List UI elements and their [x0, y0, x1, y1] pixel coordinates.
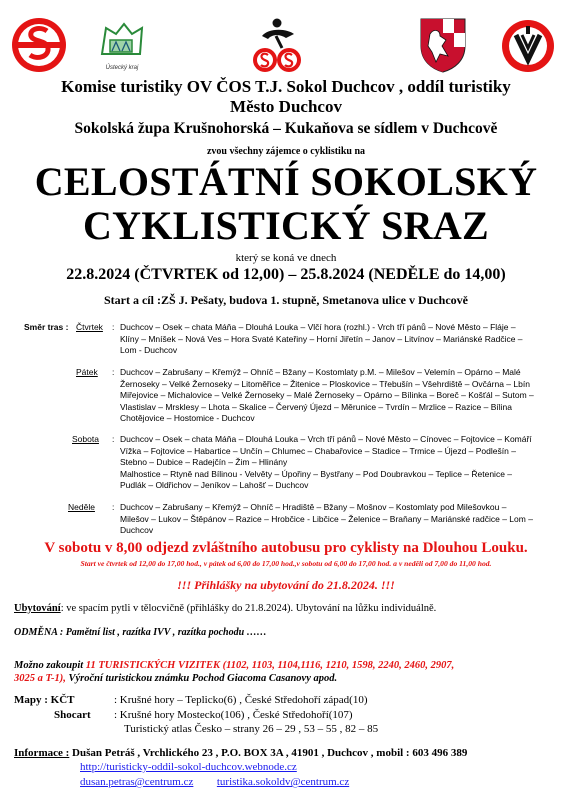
maps-shocart-line — [14, 709, 353, 721]
title-line-1: CELOSTÁTNÍ SOKOLSKÝ — [34, 159, 538, 204]
duchcov-coat-of-arms-icon — [418, 16, 468, 74]
logo-row — [0, 14, 572, 74]
route-day: Pátek — [76, 367, 98, 377]
route-day: Čtvrtek — [76, 322, 103, 332]
route-line: Vížka – Fojtovice – Habartice – Unčín – Chlumec – Chabařovice – Stadice – Trmice – Újezd – Podlešín – — [120, 445, 516, 456]
maps-shocart-label: Shocart — [54, 709, 91, 721]
contact-line — [14, 747, 467, 759]
maps-kct-label: Mapy : KČT — [14, 694, 75, 706]
city-line: Město Duchcov — [230, 97, 342, 116]
route-line: Malhostice – Rtyně nad Bílinou - Velvěty – Úpořiny – Bystřany – Pod Doubravkou – Teplice – Řetenice – — [120, 468, 513, 479]
route-saturday: Sobota : Duchcov – Osek – chata Máňa – Dlouhá Louka – Vrch tří pánů – Nové Město – Cínovec – Fojtovice – Komáří Vížka – Fojtovice – Habartice – Unčín – Chlumec – Chabařovice – Stadice – Trmice – Újezd – Podlešín – Stebno – Dubice – Radejčín – Žim – Hlinány Malhostice – Rtyně nad Bílinou - Velvěty – Úpořiny – Bystřany – Pod Doubravkou – Teplice – Řetenice – Pudlák – Oldřichov – Jeníkov – Lahošť – Duchcov — [72, 434, 532, 491]
route-line: Miřejovice – Michalovice – Velké Žernoseky – Malé Žernoseky – Opárno – Bílinka – Boreč – Košťál – Sutom – — [120, 390, 534, 401]
maps-atlas-line: Turistický atlas Česko – strany 26 – 29 , 53 – 55 , 82 – 85 — [124, 723, 379, 735]
route-thursday: Směr tras : Čtvrtek : Duchcov – Osek – chata Máňa – Dlouhá Louka – Vlčí hora (rozhl.) - Vrch tří pánů – Nové Město – Fláje – Klíny – Mníšek – Nová Ves – Hora Svaté Kateřiny – Horní Jiřetín – Janov – Litvínov – Mariánské Radčice – Lom - Duchcov — [24, 322, 523, 356]
title-line-2: CYKLISTICKÝ SRAZ — [82, 203, 489, 248]
email-link-1[interactable]: dusan.petras@centrum.cz — [80, 776, 194, 788]
ivv-logo-icon — [500, 18, 556, 74]
purchase-rest: Výroční turistickou známku Pochod Giacoma Casanovy apod. — [65, 673, 338, 684]
route-text — [120, 322, 523, 357]
contact-text: Dušan Petráš , Vrchlického 23 , P.O. BOX 3A , 41901 , Duchcov , mobil : 603 496 389 — [69, 747, 468, 759]
route-line: Duchcov – Osek – chata Máňa – Dlouhá Louka – Vlčí hora (rozhl.) - Vrch tří pánů – Nové Město – Fláje – — [120, 322, 516, 332]
organizers-block — [0, 77, 572, 117]
route-line: Klíny – Mníšek – Nová Ves – Hora Svaté Kateřiny – Horní Jiřetín – Janov – Litvínov – Mariánské Radčice – — [120, 333, 523, 344]
route-friday: Pátek : Duchcov – Zabrušany – Křemýž – Ohníč – Bžany – Kostomlaty p.M. – Milešov – Velemín – Opárno – Malé Žernoseky – Velké Žernoseky – Litoměřice – Žitenice – Ploskovice – Třebušín – Všehrdiště – Ovčárna – Lbín Miřejovice – Michalovice – Velké Žernoseky – Malé Žernoseky – Opárno – Bílinka – Boreč – Košťál – Sutom – Vlastislav – Mrsklesy – Lhota – Skalice – Červený Újezd – Měrunice – Tvrdín – Mrzlice – Razice – Bílina Chotějovice – Hostomice - Duchcov — [76, 367, 534, 424]
purchase-block — [14, 659, 559, 685]
website-link[interactable]: http://turisticky-oddil-sokol-duchcov.webnode.cz — [80, 761, 297, 773]
sokol-zupa-line: Sokolská župa Krušnohorská – Kukaňova se sídlem v Duchcově — [74, 120, 498, 137]
route-line: Duchcov — [120, 525, 154, 536]
maps-kct-text: : Krušné hory – Teplicko(6) , České Středohoří západ(10) — [114, 694, 368, 706]
route-line: Pudlák – Oldřichov – Jeníkov – Lahošť – Duchcov — [120, 480, 309, 491]
start-times: Start ve čtvrtek od 12,00 do 17,00 hod., v pátek od 6,00 do 17,00 hod.,v sobotu od 6,00 do 17,00 hod. a v neděli od 7,00 do 11,00 hod. — [80, 559, 492, 568]
route-line: Chotějovice – Hostomice - Duchcov — [120, 413, 255, 424]
maps-shocart-text: : Krušné hory Mostecko(106) , České Středohoří(107) — [114, 709, 353, 721]
event-title — [0, 160, 572, 248]
reward-line — [14, 627, 267, 638]
route-text — [120, 502, 533, 537]
purchase-prefix: Možno zakoupit — [14, 660, 84, 671]
route-line: Duchcov – Osek – chata Máňa – Dlouhá Louka – Vrch tří pánů – Nové Město – Cínovec – Fojtovice – Komáří — [120, 434, 532, 444]
accommodation-label: Ubytování — [14, 603, 61, 614]
sokol-gymnast-logo-icon — [246, 14, 308, 76]
reward-label: ODMĚNA : — [14, 627, 64, 638]
route-line: Milešov – Lukov – Štěpánov – Razice – Hrobčice - Libčice – Želenice – Braňany – Mariánské radčice – Lom – — [120, 513, 533, 524]
bus-headline: V sobotu v 8,00 odjezd zvláštního autobusu pro cyklisty na Dlouhou Louku. — [44, 540, 528, 556]
event-subtitle: který se koná ve dnech — [235, 252, 337, 264]
route-line: Duchcov – Zabrušany – Křemýž – Ohníč – Bžany – Kostomlaty p.M. – Milešov – Velemín – Opárno – Malé — [120, 367, 521, 377]
route-line: Lom - Duchcov — [120, 345, 178, 356]
ustecky-kraj-logo — [96, 20, 148, 72]
maps-kct-line — [14, 694, 368, 706]
route-text — [120, 367, 534, 425]
route-line: Stebno – Dubice – Radejčín – Žim – Hlinány — [120, 457, 288, 468]
event-start: Start a cíl :ZŠ J. Pešaty, budova 1. stupně, Smetanova ulice v Duchcově — [103, 293, 468, 307]
route-line: Žernoseky – Velké Žernoseky – Litoměřice – Žitenice – Ploskovice – Třebušín – Všehrdiště – Ovčárna – Lbín — [120, 378, 530, 389]
route-day: Neděle — [68, 502, 95, 512]
route-sunday: Neděle : Duchcov – Zabrušany – Křemýž – Ohníč – Hradiště – Bžany – Mošnov – Kostomlaty pod Milešovkou – Milešov – Lukov – Štěpánov – Razice – Hrobčice - Libčice – Želenice – Braňany – Mariánské radčice – Lom – Duchcov — [68, 502, 533, 536]
route-day: Sobota — [72, 434, 99, 444]
reward-text: Pamětní list , razítka IVV , razítka pochodu …… — [63, 627, 267, 638]
organizers-line: Komise turistiky OV ČOS T.J. Sokol Duchcov , oddíl turistiky — [61, 77, 511, 96]
event-dates: 22.8.2024 (ČTVRTEK od 12,00) – 25.8.2024 (NEDĚLE do 14,00) — [66, 266, 506, 283]
sokol-logo-icon — [10, 16, 68, 74]
purchase-vizitky: 11 TURISTICKÝCH VIZITEK (1102, 1103, 1104,1116, 1210, 1598, 2240, 2460, 2907, — [83, 660, 455, 671]
email-link-2[interactable]: turistika.sokoldv@centrum.cz — [216, 776, 350, 788]
route-line: Duchcov – Zabrušany – Křemýž – Ohníč – Hradiště – Bžany – Mošnov – Kostomlaty pod Milešovkou – — [120, 502, 507, 512]
contact-label: Informace : — [14, 747, 70, 759]
registration-deadline: !!! Přihlášky na ubytování do 21.8.2024. !!! — [177, 578, 395, 592]
routes-label: Směr tras : — [24, 322, 69, 332]
accommodation-line — [14, 603, 436, 614]
region-logo-icon — [96, 20, 148, 60]
route-text — [120, 434, 532, 492]
purchase-vizitky-cont: 3025 a T-1), — [14, 673, 66, 684]
ustecky-kraj-label: Ústecký kraj — [105, 65, 139, 71]
accommodation-text: : ve spacím pytli v tělocvičně (přihlášky do 21.8.2024). Ubytování na lůžku individuálně. — [60, 603, 437, 614]
invite-line: zvou všechny zájemce o cyklistiku na — [206, 146, 366, 157]
route-line: Vlastislav – Mrsklesy – Lhota – Skalice – Červený Újezd – Měrunice – Tvrdín – Mrzlice – Razice – Bílina — [120, 401, 512, 412]
email-row — [80, 776, 349, 788]
